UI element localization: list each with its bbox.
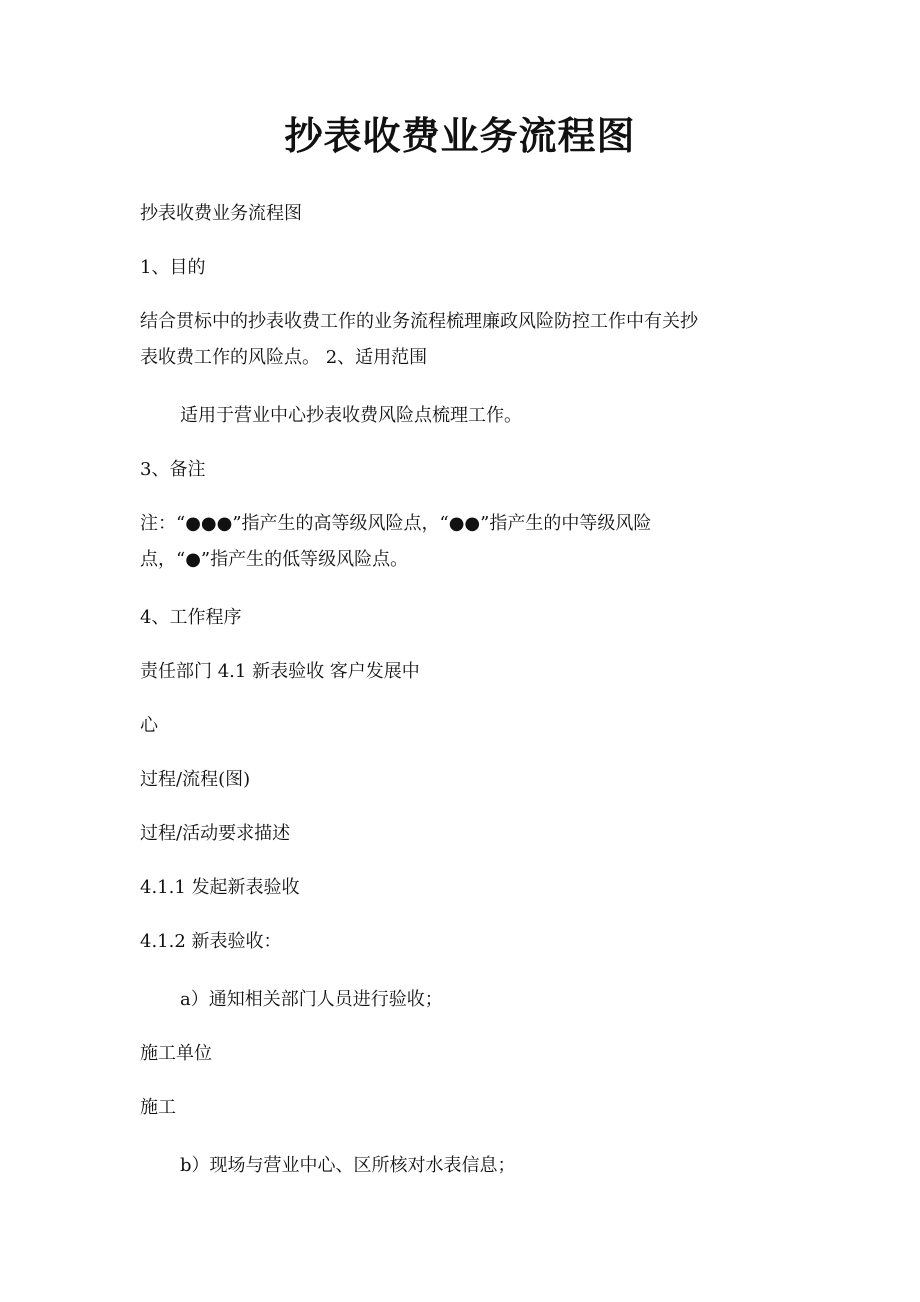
responsibility-line-continued: 心 — [140, 715, 158, 736]
purpose-text-line-2: 表收费工作的风险点。 2、适用范围 — [140, 347, 428, 368]
process-flow-label: 过程/流程(图) — [140, 769, 251, 790]
notes-paragraph — [140, 506, 790, 578]
section-heading-purpose: 1、目的 — [140, 257, 206, 278]
section-heading-procedure: 4、工作程序 — [140, 607, 242, 628]
step-b: b）现场与营业中心、区所核对水表信息； — [180, 1155, 516, 1176]
purpose-paragraph — [140, 304, 790, 376]
notes-text-line-1: 注：“●●●”指产生的高等级风险点，“●●”指产生的中等级风险 — [140, 513, 652, 534]
process-activity-label: 过程/活动要求描述 — [140, 823, 291, 844]
document-title: 抄表收费业务流程图 — [284, 113, 636, 158]
notes-text-line-2: 点，“●”指产生的低等级风险点。 — [140, 549, 409, 570]
step-a: a）通知相关部门人员进行验收； — [180, 989, 443, 1010]
scope-text: 适用于营业中心抄表收费风险点梳理工作。 — [180, 405, 522, 426]
responsibility-line: 责任部门 4.1 新表验收 客户发展中 — [140, 661, 420, 682]
step-4-1-1: 4.1.1 发起新表验收 — [140, 877, 300, 898]
construction-unit-label: 施工单位 — [140, 1043, 212, 1064]
purpose-text-line-1: 结合贯标中的抄表收费工作的业务流程梳理廉政风险防控工作中有关抄 — [140, 311, 698, 332]
construction-label: 施工 — [140, 1097, 176, 1118]
document-subtitle: 抄表收费业务流程图 — [140, 203, 302, 224]
step-4-1-2: 4.1.2 新表验收： — [140, 931, 282, 952]
section-heading-notes: 3、备注 — [140, 459, 206, 480]
